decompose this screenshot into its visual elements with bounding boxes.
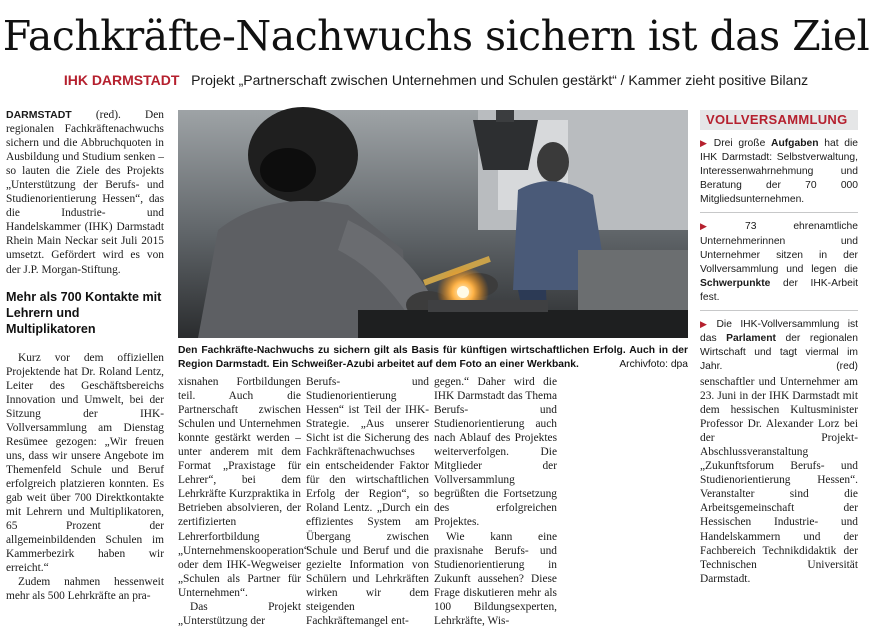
body-paragraph: xisnahen Fortbildungen teil. Auch die Partnerschaft zwischen Schulen und Unternehmen konnte gestärkt werden – unter anderem mit dem Format „Praxistage für Lehrer“, bei dem Lehrkräfte Kurzpraktika in Betrieben absolvieren, der zertifizierten Lehrerfortbildung „Unternehmenskooperation“ oder dem IHK-Wegweiser „Schulen als Partner für Unternehmen“. <box>178 376 309 599</box>
kicker: IHK DARMSTADT <box>63 72 180 88</box>
vollversammlung-infobox <box>700 110 859 373</box>
intertitle: Mehr als 700 Kontakte mit Lehrern und Multiplikatoren <box>6 289 162 336</box>
article-column-1 <box>6 108 164 603</box>
infobox-item: ▶ 73 ehrenamtliche Unternehmerinnen und Unternehmer sitzen in der Vollversammlung und legen die Schwerpunkte der IHK-Arbeit fest. <box>700 213 858 311</box>
photo-credit: Archivfoto: dpa <box>619 358 688 370</box>
photo-caption: Den Fachkräfte-Nachwuchs zu sichern gilt als Basis für künftigen wirtschaftlichen Erfolg. Auch in der Region Darmstadt. Ein Schweißer-Azubi arbeitet auf dem Foto an einer Werkbank. Archivfoto: dpa <box>178 345 688 370</box>
body-paragraph: senschaftler und Unternehmer am 23. Juni in der IHK Darmstadt mit dem hessischen Kultusminister Professor Dr. Alexander Lorz bei der Projekt-Abschlussveranstaltung „Zukunftsforum Berufs- und Studienorientierung Hessen“. Veranstalter sind die Arbeitsgemeinschaft der Hessischen Industrie- und Handelskammern und der Fachbereich Technikdidaktik der Technischen Universität Darmstadt. <box>700 376 858 585</box>
article-photo <box>178 110 688 338</box>
body-paragraph: Zudem nahmen hessenweit mehr als 500 Lehrkräfte an pra- <box>6 576 164 603</box>
body-paragraph: Das Projekt „Unterstützung der <box>178 600 301 627</box>
infobox-title: VOLLVERSAMMLUNG <box>700 110 858 130</box>
infobox-item: ▶ Drei große Aufgaben hat die IHK Darmstadt: Selbstverwaltung, Interessenwahrnehmung und Beratung der 70 000 Mitgliedsunternehmen. <box>700 130 858 213</box>
welder-photo-illustration <box>178 110 688 338</box>
headline: Fachkräfte-Nachwuchs sichern ist das Ziel <box>2 12 870 60</box>
dateline: DARMSTADT <box>6 109 72 121</box>
article-column-4 <box>434 375 557 628</box>
infobox-author-tag: (red) <box>836 361 858 373</box>
article-column-3 <box>306 375 429 628</box>
article-column-5 <box>700 375 858 586</box>
triangle-bullet-icon: ▶ <box>700 138 710 148</box>
intro-paragraph: DARMSTADT (red). Den regionalen Fachkräftenachwuchs sichern und die Abbruchquoten in Ausbildung und Studium senken – so lauten die Ziele des Projekts „Unterstützung der Berufs- und Studienorientierung Hessen“, das die Industrie- und Handelskammer (IHK) Darmstadt Rhein Main Neckar seit Juli 2015 umsetzt. Gefördert wird es von der J.P. Morgan-Stiftung. <box>6 109 164 276</box>
subheadline-text: Projekt „Partnerschaft zwischen Unternehmen und Schulen gestärkt“ / Kammer zieht positive Bilanz <box>191 72 809 88</box>
body-paragraph: Berufs- und Studienorientierung Hessen“ ist Teil der IHK-Strategie. „Aus unserer Sicht ist die Sicherung des Fachkräftenachwuchses ein entscheidender Faktor für den wirtschaftlichen Erfolg der Region“, so Roland Lentz. „Durch ein effizientes System am Übergang zwischen Schule und Beruf und die gezielte Information von Schülern und Lehrkräften wirken wir dem steigenden Fachkräftemangel ent- <box>306 376 429 627</box>
article-column-2 <box>178 375 309 628</box>
body-paragraph: Kurz vor dem offiziellen Projektende hat Dr. Roland Lentz, Leiter des Geschäftsbereichs Innovation und Umwelt, bei der Sitzung der IHK-Vollversammlung am Dienstag Resümee gezogen: „Wir freuen uns, dass wir unsere Angebote im Themenfeld Schule und Beruf erfolgreich platzieren konnten. Es gab weit über 700 Direktkontakte mit Lehrern und Multiplikatoren, 65 Prozent der allgemeinbildenden Schulen im Kammerbezirk haben wir erreicht.“ <box>6 351 164 575</box>
triangle-bullet-icon: ▶ <box>700 221 741 232</box>
body-paragraph: Wie kann eine praxisnahe Berufs- und Studienorientierung in Zukunft aussehen? Diese Frage diskutieren mehr als 100 Bildungsexperten, Lehrkräfte, Wis- <box>434 530 557 627</box>
infobox-item: ▶ Die IHK-Vollversammlung ist das Parlament der regionalen Wirtschaft und tagt viermal im Jahr. (red) <box>700 311 858 379</box>
body-paragraph: gegen.“ Daher wird die IHK Darmstadt das Thema Berufs- und Studienorientierung auch nach Ablauf des Projektes weiterverfolgen. Die Mitglieder der Vollversammlung begrüßten die Fortsetzung des erfolgreichen Projektes. <box>434 376 557 529</box>
triangle-bullet-icon: ▶ <box>700 319 713 330</box>
subheadline <box>0 72 872 88</box>
